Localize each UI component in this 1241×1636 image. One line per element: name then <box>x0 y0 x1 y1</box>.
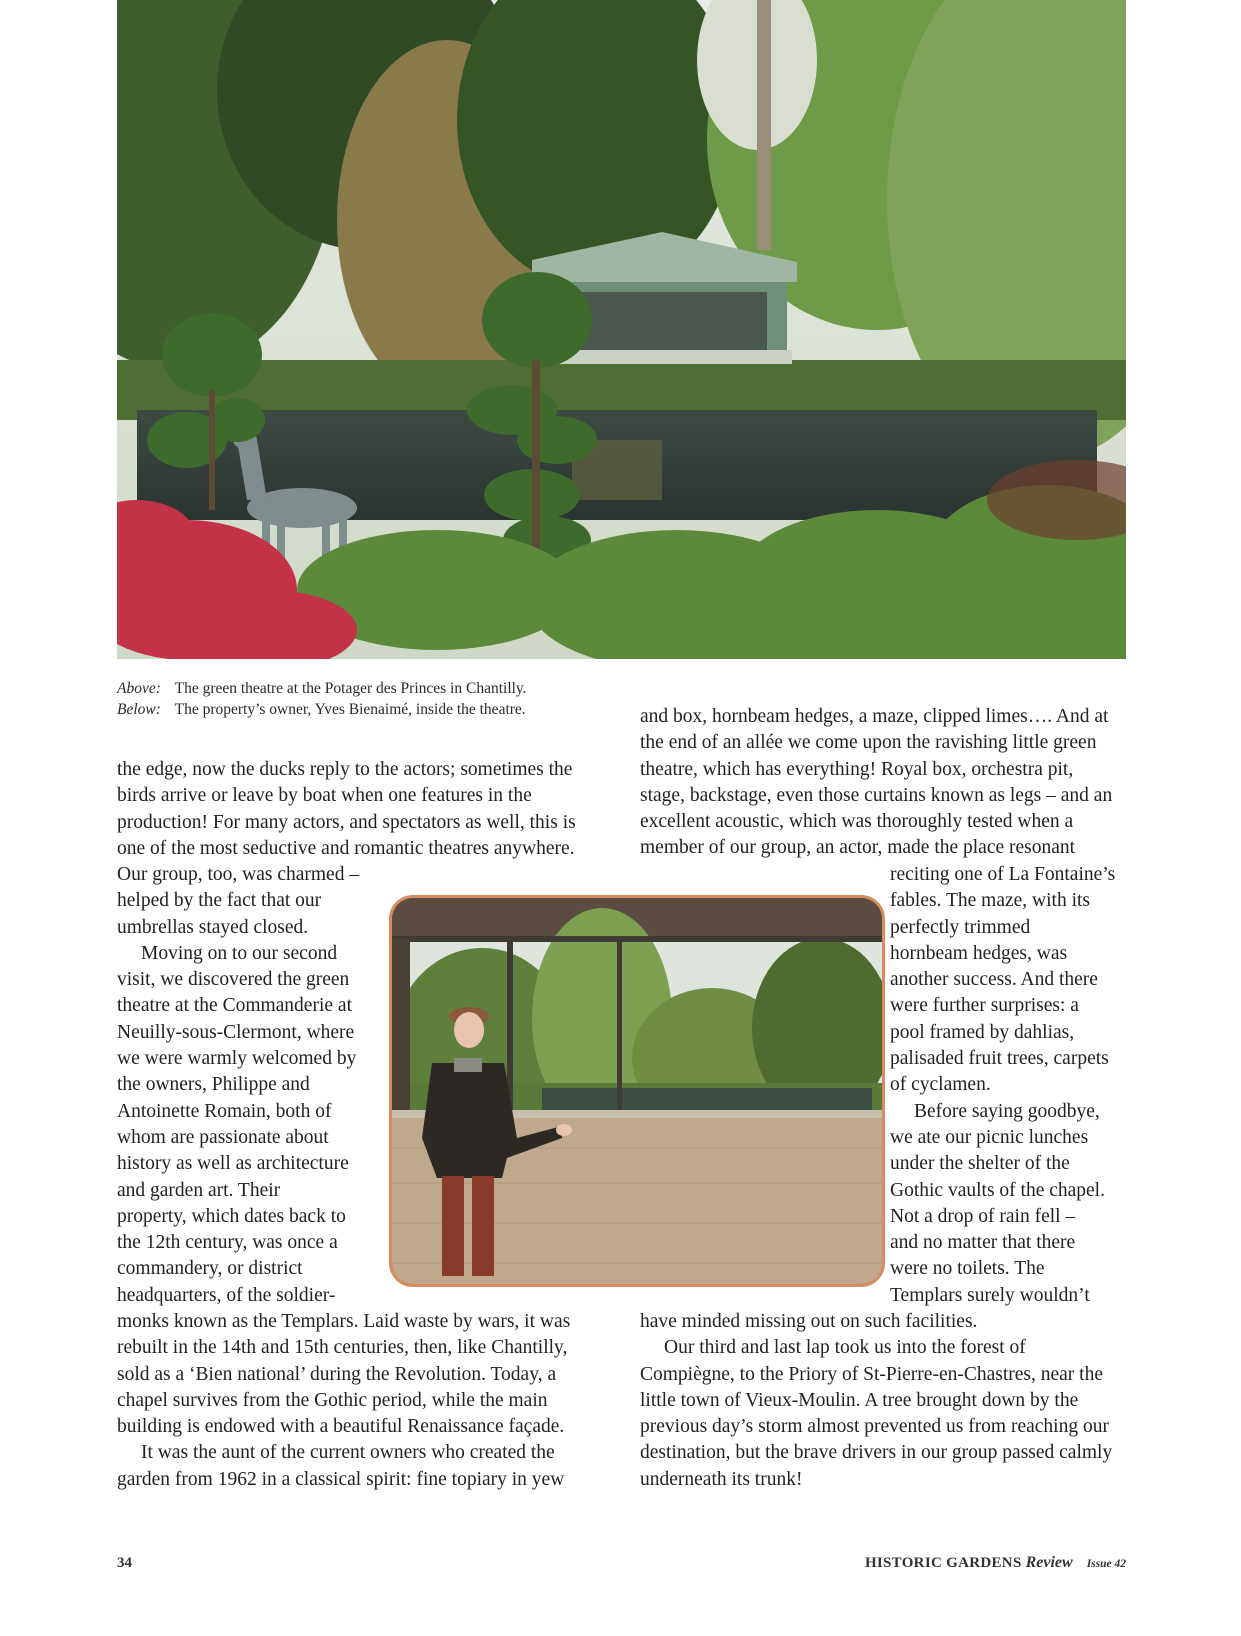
caption-above-text: The green theatre at the Potager des Princes in Chantilly. <box>174 680 527 697</box>
text-line: Our third and last lap took us into the forest of <box>664 1337 1026 1359</box>
text-line: underneath its trunk! <box>640 1468 803 1490</box>
text-line: member of our group, an actor, made the place resonant <box>640 837 1076 859</box>
text-line: and box, hornbeam hedges, a maze, clipped limes…. And at <box>640 706 1109 727</box>
text-line: Antoinette Romain, both of <box>117 1100 332 1122</box>
magazine-title: HISTORIC GARDENS <box>864 1555 1022 1571</box>
text-line: Neuilly-sous-Clermont, where <box>117 1021 355 1043</box>
caption-above-label: Above: <box>117 680 161 697</box>
green-theatre-photo <box>117 0 1126 659</box>
text-line: birds arrive or leave by boat when one features in the <box>117 785 532 807</box>
text-line: building is endowed with a beautiful Renaissance façade. <box>117 1416 565 1438</box>
text-line: Templars surely wouldn’t <box>890 1284 1090 1306</box>
text-line: and no matter that there <box>890 1232 1076 1254</box>
text-line: hornbeam hedges, was <box>890 942 1068 964</box>
text-line: we ate our picnic lunches <box>890 1126 1089 1148</box>
right-column-wrap <box>890 862 1130 1309</box>
text-line: whom are passionate about <box>117 1126 329 1148</box>
caption-below <box>117 699 587 720</box>
right-column-bottom <box>640 1309 1126 1493</box>
text-line: excellent acoustic, which was thoroughly tested when a <box>640 811 1074 833</box>
left-column-top <box>117 757 597 862</box>
text-line: we were warmly welcomed by <box>117 1048 357 1070</box>
text-line: the 12th century, was once a <box>117 1232 338 1254</box>
caption-below-label: Below: <box>117 701 161 718</box>
text-line: Not a drop of rain fell – <box>890 1205 1076 1227</box>
text-line: little town of Vieux-Moulin. A tree brought down by the <box>640 1389 1079 1411</box>
text-line: umbrellas stayed closed. <box>117 916 309 938</box>
text-line: theatre, which has everything! Royal box, orchestra pit, <box>640 758 1074 780</box>
left-column-wrap <box>117 862 379 1309</box>
text-line: under the shelter of the <box>890 1153 1070 1175</box>
text-line: destination, but the brave drivers in our group passed calmly <box>640 1442 1113 1464</box>
text-line: helped by the fact that our <box>117 890 322 912</box>
text-line: the end of an allée we come upon the ravishing little green <box>640 732 1097 754</box>
text-line: property, which dates back to <box>117 1205 346 1227</box>
text-line: the owners, Philippe and <box>117 1074 310 1096</box>
text-line: have minded missing out on such facilities. <box>640 1311 978 1332</box>
caption-below-text: The property’s owner, Yves Bienaimé, inside the theatre. <box>174 701 526 718</box>
text-line: It was the aunt of the current owners who created the <box>141 1442 555 1464</box>
photo-caption <box>117 678 587 720</box>
text-line: stage, backstage, even those curtains known as legs – and an <box>640 784 1113 806</box>
right-column-top <box>640 704 1126 862</box>
text-line: were further surprises: a <box>890 995 1079 1017</box>
text-line: visit, we discovered the green <box>117 969 350 991</box>
running-footer <box>740 1554 1126 1572</box>
text-line: commandery, or district <box>117 1258 303 1280</box>
text-line: were no toilets. The <box>890 1258 1045 1280</box>
text-line: Compiègne, to the Priory of St-Pierre-en-Chastres, near the <box>640 1363 1104 1385</box>
left-column-bottom <box>117 1309 597 1493</box>
text-line: previous day’s storm almost prevented us from reaching our <box>640 1416 1109 1438</box>
text-line: Gothic vaults of the chapel. <box>890 1179 1105 1201</box>
text-line: theatre at the Commanderie at <box>117 995 352 1017</box>
text-line: rebuilt in the 14th and 15th centuries, then, like Chantilly, <box>117 1337 568 1359</box>
text-line: the edge, now the ducks reply to the actors; sometimes the <box>117 759 573 780</box>
text-line: production! For many actors, and spectators as well, this is <box>117 811 576 833</box>
text-line: palisaded fruit trees, carpets <box>890 1048 1109 1070</box>
text-line: one of the most seductive and romantic theatres anywhere. <box>117 837 575 859</box>
text-line: Before saying goodbye, <box>914 1100 1100 1122</box>
text-line: chapel survives from the Gothic period, while the main <box>117 1389 548 1411</box>
text-line: Our group, too, was charmed – <box>117 864 360 885</box>
text-line: monks known as the Templars. Laid waste by wars, it was <box>117 1311 571 1332</box>
text-line: perfectly trimmed <box>890 916 1031 938</box>
page-number: 34 <box>117 1555 132 1571</box>
text-line: pool framed by dahlias, <box>890 1021 1075 1043</box>
caption-above <box>117 678 587 699</box>
text-line: and garden art. Their <box>117 1179 281 1201</box>
owner-inside-theatre-photo <box>389 895 885 1287</box>
text-line: reciting one of La Fontaine’s <box>890 864 1116 885</box>
text-line: fables. The maze, with its <box>890 890 1090 912</box>
magazine-review: Review <box>1025 1554 1073 1571</box>
text-line: sold as a ‘Bien national’ during the Revolution. Today, a <box>117 1363 557 1385</box>
text-line: Moving on to our second <box>141 942 338 964</box>
text-line: another success. And there <box>890 969 1098 991</box>
issue-number: Issue 42 <box>1086 1558 1126 1570</box>
text-line: history as well as architecture <box>117 1153 349 1175</box>
text-line: headquarters, of the soldier- <box>117 1284 336 1306</box>
text-line: garden from 1962 in a classical spirit: fine topiary in yew <box>117 1468 565 1490</box>
text-line: of cyclamen. <box>890 1074 991 1096</box>
